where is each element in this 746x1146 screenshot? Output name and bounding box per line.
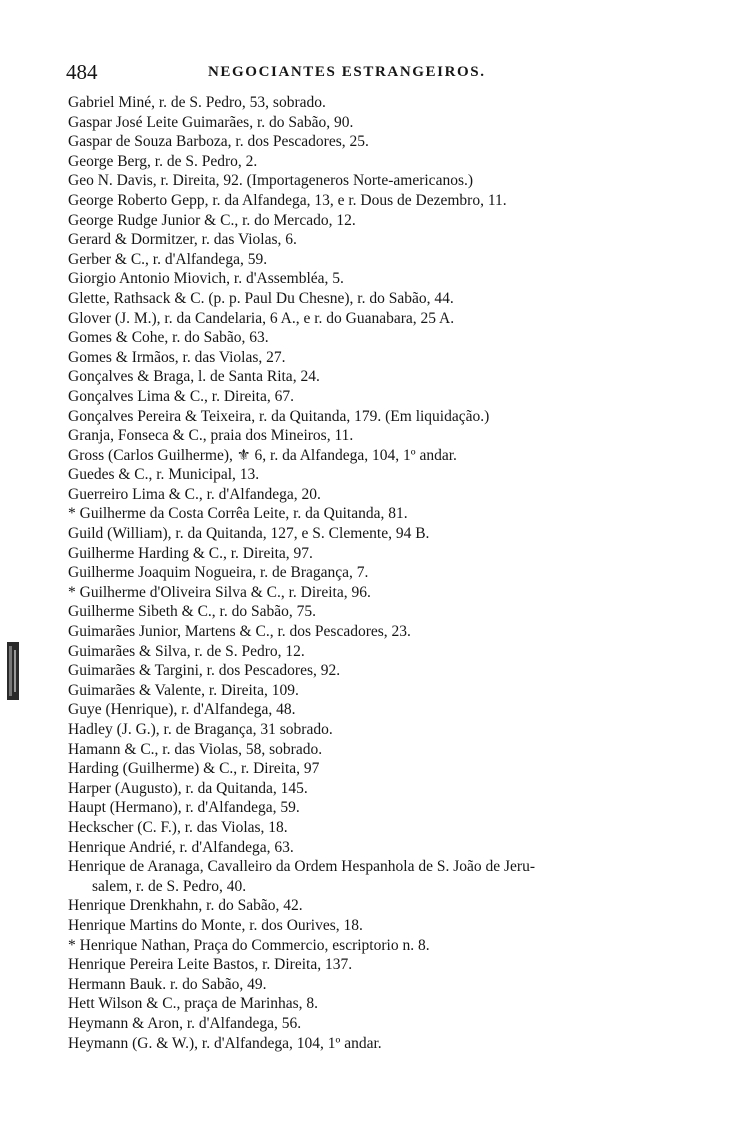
directory-entry: Gross (Carlos Guilherme), ⚜ 6, r. da Alfandega, 104, 1º andar.	[68, 446, 457, 464]
directory-entry: Gonçalves Lima & C., r. Direita, 67.	[68, 387, 294, 405]
directory-entry: Harding (Guilherme) & C., r. Direita, 97	[68, 760, 320, 778]
page-title: NEGOCIANTES ESTRANGEIROS.	[208, 64, 486, 80]
directory-entry: Gonçalves & Braga, l. de Santa Rita, 24.	[68, 368, 320, 386]
directory-entry: George Berg, r. de S. Pedro, 2.	[68, 152, 258, 170]
directory-entry: Henrique Andrié, r. d'Alfandega, 63.	[68, 838, 294, 856]
directory-entry: * Guilherme da Costa Corrêa Leite, r. da Quitanda, 81.	[68, 505, 408, 523]
directory-entry: Guerreiro Lima & C., r. d'Alfandega, 20.	[68, 485, 321, 503]
directory-entry: Guild (William), r. da Quitanda, 127, e S. Clemente, 94 B.	[68, 525, 430, 543]
directory-entry: Guimarães Junior, Martens & C., r. dos Pescadores, 23.	[68, 623, 411, 641]
directory-entry: Glover (J. M.), r. da Candelaria, 6 A., e r. do Guanabara, 25 A.	[68, 309, 455, 327]
directory-entry: George Rudge Junior & C., r. do Mercado, 12.	[68, 211, 356, 229]
directory-entry: Guimarães & Targini, r. dos Pescadores, 92.	[68, 662, 341, 680]
directory-entry: * Henrique Nathan, Praça do Commercio, escriptorio n. 8.	[68, 936, 430, 954]
directory-entry: Hadley (J. G.), r. de Bragança, 31 sobrado.	[68, 721, 333, 738]
directory-entry: Gaspar de Souza Barboza, r. dos Pescadores, 25.	[68, 133, 369, 151]
directory-entry: Geo N. Davis, r. Direita, 92. (Importageneros Norte-americanos.)	[68, 172, 474, 190]
directory-entry: Hermann Bauk. r. do Sabão, 49.	[68, 975, 267, 993]
directory-entry: Gabriel Miné, r. de S. Pedro, 53, sobrado.	[68, 94, 326, 111]
directory-entry: Hett Wilson & C., praça de Marinhas, 8.	[68, 995, 319, 1013]
directory-entry: Guedes & C., r. Municipal, 13.	[68, 466, 260, 484]
directory-entry: Guimarães & Valente, r. Direita, 109.	[68, 681, 299, 699]
directory-entry: Gomes & Cohe, r. do Sabão, 63.	[68, 329, 269, 347]
directory-entry: Guye (Henrique), r. d'Alfandega, 48.	[68, 701, 296, 719]
page-number: 484	[66, 60, 98, 84]
directory-entry: * Guilherme d'Oliveira Silva & C., r. Direita, 96.	[68, 583, 371, 601]
directory-entry: Guimarães & Silva, r. de S. Pedro, 12.	[68, 642, 305, 660]
directory-entry: Henrique Pereira Leite Bastos, r. Direita, 137.	[68, 956, 353, 974]
directory-entry: Henrique de Aranaga, Cavalleiro da Ordem Hespanhola de S. João de Jeru-	[68, 858, 535, 876]
directory-entry: Heymann (G. & W.), r. d'Alfandega, 104, 1º andar.	[68, 1034, 382, 1052]
directory-entry: Glette, Rathsack & C. (p. p. Paul Du Chesne), r. do Sabão, 44.	[68, 289, 454, 307]
directory-entry: Heymann & Aron, r. d'Alfandega, 56.	[68, 1014, 302, 1032]
page-header	[66, 60, 666, 84]
directory-entry: Henrique Drenkhahn, r. do Sabão, 42.	[68, 897, 303, 915]
directory-entry: Gaspar José Leite Guimarães, r. do Sabão, 90.	[68, 113, 354, 131]
directory-entry: Guilherme Harding & C., r. Direita, 97.	[68, 544, 313, 562]
directory-entry: Haupt (Hermano), r. d'Alfandega, 59.	[68, 799, 300, 817]
directory-entry-continuation: salem, r. de S. Pedro, 40.	[92, 877, 247, 895]
directory-entry: Guilherme Joaquim Nogueira, r. de Bragança, 7.	[68, 564, 369, 582]
directory-entry: Gerard & Dormitzer, r. das Violas, 6.	[68, 231, 297, 249]
directory-entry: Harper (Augusto), r. da Quitanda, 145.	[68, 779, 308, 797]
directory-entry: Gerber & C., r. d'Alfandega, 59.	[68, 250, 268, 268]
directory-entry: Granja, Fonseca & C., praia dos Mineiros, 11.	[68, 427, 354, 445]
directory-entry: George Roberto Gepp, r. da Alfandega, 13, e r. Dous de Dezembro, 11.	[68, 191, 507, 209]
directory-entry: Hamann & C., r. das Violas, 58, sobrado.	[68, 740, 323, 758]
directory-entry: Henrique Martins do Monte, r. dos Ourives, 18.	[68, 916, 363, 934]
directory-entry: Guilherme Sibeth & C., r. do Sabão, 75.	[68, 603, 316, 621]
directory-entry: Gonçalves Pereira & Teixeira, r. da Quitanda, 179. (Em liquidação.)	[68, 407, 490, 425]
directory-entry: Gomes & Irmãos, r. das Violas, 27.	[68, 348, 286, 366]
directory-list	[0, 93, 746, 1053]
directory-entry: Heckscher (C. F.), r. das Violas, 18.	[68, 818, 288, 836]
directory-entry: Giorgio Antonio Miovich, r. d'Assembléa, 5.	[68, 270, 344, 288]
